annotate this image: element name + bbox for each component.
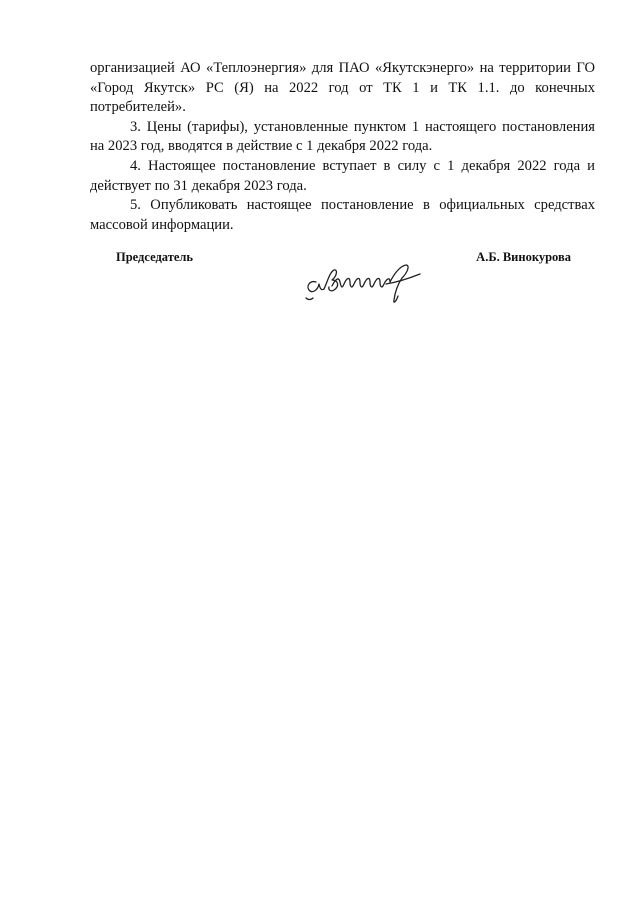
document-body: [90, 59, 595, 235]
signatory-title: Председатель: [116, 250, 194, 264]
handwritten-signature: [302, 262, 426, 308]
paragraph-item-3: 3. Цены (тарифы), установленные пунктом 1 настоящего постановления на 2023 год, вводятся в действие с 1 декабря 2022 года.: [90, 118, 595, 155]
paragraph-item-4: 4. Настоящее постановление вступает в силу с 1 декабря 2022 года и действует по 31 декабря 2023 года.: [90, 157, 595, 194]
signatory-name: А.Б. Винокурова: [476, 250, 571, 264]
paragraph-continuation: организацией АО «Теплоэнергия» для ПАО «Якутскэнерго» на территории ГО «Город Якутск» РС (Я) на 2022 год от ТК 1 и ТК 1.1. до конечных потребителей».: [90, 60, 595, 116]
paragraph-item-5: 5. Опубликовать настоящее постановление в официальных средствах массовой информации.: [90, 197, 595, 233]
